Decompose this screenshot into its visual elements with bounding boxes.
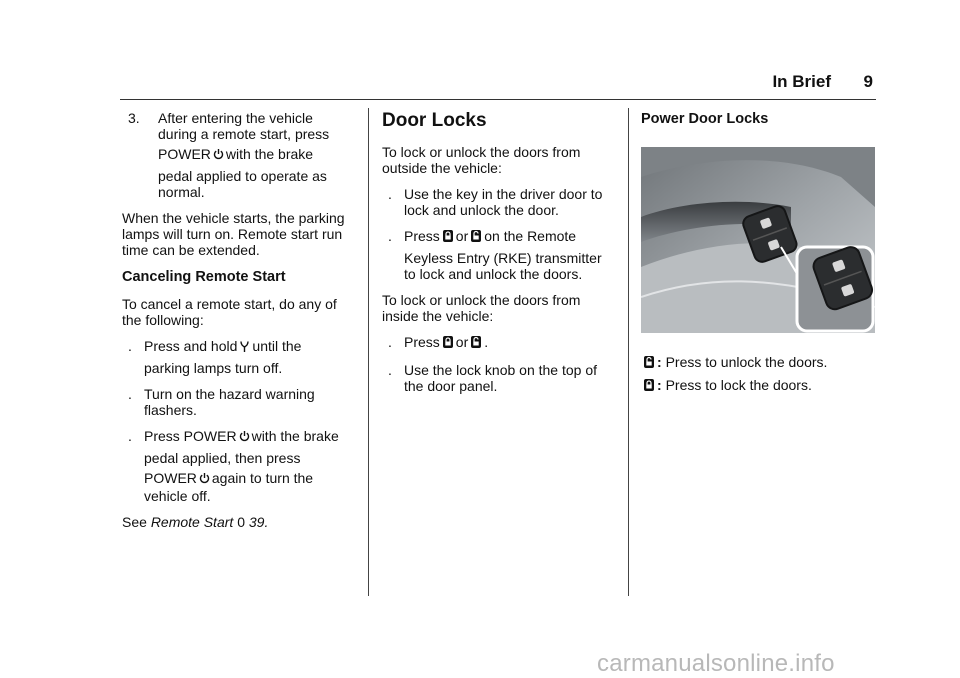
bullet-line: [404, 228, 618, 246]
see-reference: [122, 514, 358, 530]
power-icon: [239, 430, 250, 446]
bullet-line: [144, 428, 358, 446]
bullet-rke: [382, 228, 618, 282]
bullet-hazard: [122, 386, 358, 418]
unlock-icon: [470, 229, 482, 246]
bullet-text: Press: [404, 334, 440, 350]
bullet-press-power: [122, 428, 358, 504]
lock-icon: [643, 378, 655, 395]
step-line: After entering the vehicle: [158, 110, 313, 126]
bullet-dot: .: [388, 228, 392, 244]
step-line: pedal applied to operate as: [158, 168, 327, 184]
step-line: during a remote start, press: [158, 126, 330, 142]
step-3: [128, 110, 358, 200]
header-rule: [120, 99, 876, 100]
legend-text: Press to unlock the doors.: [665, 354, 828, 370]
bullet-text: Press and hold: [144, 338, 238, 354]
bullet-text: until the: [252, 338, 302, 354]
power-label: POWER: [158, 146, 211, 162]
page-ref-symbol: 0: [237, 514, 245, 530]
page-number: 9: [863, 72, 873, 91]
bullet-text: Turn on the hazard warning flashers.: [144, 386, 315, 418]
unlock-icon: [643, 355, 655, 372]
bullet-text: Press POWER: [144, 428, 237, 444]
step-line: [158, 146, 358, 164]
bullet-text: POWER: [144, 470, 197, 486]
see-link[interactable]: Remote Start: [150, 514, 234, 530]
bullet-press-hold: [122, 338, 358, 376]
legend-lock: [641, 377, 812, 395]
see-page[interactable]: 39.: [248, 514, 269, 530]
power-icon: [199, 472, 210, 488]
unlock-icon: [470, 335, 482, 352]
see-label: See: [122, 514, 147, 530]
bullet-line: Keyless Entry (RKE) transmitter: [404, 250, 602, 266]
watermark: carmanualsonline.info: [597, 650, 835, 677]
bullet-text: Use the lock knob on the top of the door panel.: [404, 362, 598, 394]
bullet-lock-knob: [382, 362, 618, 394]
bullet-line: [404, 334, 618, 352]
section-title: In Brief: [772, 72, 831, 91]
bullet-key: [382, 186, 618, 218]
bullet-line: to lock and unlock the doors.: [404, 266, 583, 282]
bullet-line: pedal applied, then press: [144, 450, 301, 466]
paragraph-inside: To lock or unlock the doors from inside the vehicle:: [382, 292, 581, 324]
bullet-dot: .: [128, 338, 132, 354]
bullet-press-lock: [382, 334, 618, 352]
bullet-text: on the Remote: [484, 228, 577, 244]
power-icon: [213, 148, 224, 164]
bullet-text: or: [455, 228, 469, 244]
bullet-dot: .: [388, 186, 392, 202]
bullet-text: again to turn the: [211, 470, 314, 486]
step-line: normal.: [158, 184, 205, 200]
column-3: [641, 110, 875, 138]
legend-separator: :: [657, 377, 662, 393]
heading-door-locks: Door Locks: [382, 110, 487, 131]
lock-icon: [442, 335, 454, 352]
legend-separator: :: [657, 354, 662, 370]
bullet-dot: .: [388, 362, 392, 378]
column-divider-2: [628, 108, 629, 596]
bullet-text: or: [455, 334, 469, 350]
column-1: [122, 110, 358, 540]
remote-start-icon: [239, 340, 250, 356]
bullet-text: Press: [404, 228, 440, 244]
bullet-text: .: [484, 334, 489, 350]
bullet-text: with the brake: [251, 428, 339, 444]
paragraph-outside: To lock or unlock the doors from outside the vehicle:: [382, 144, 581, 176]
bullet-dot: .: [128, 386, 132, 402]
column-divider-1: [368, 108, 369, 596]
legend-unlock: [641, 354, 827, 372]
bullet-line: [144, 338, 358, 356]
heading-power-door-locks: Power Door Locks: [641, 111, 769, 127]
bullet-dot: .: [388, 334, 392, 350]
step-text: with the brake: [225, 146, 314, 162]
heading-canceling-remote-start: Canceling Remote Start: [122, 269, 286, 285]
bullet-line: [144, 470, 358, 488]
bullet-line: vehicle off.: [144, 488, 211, 504]
step-number: 3.: [128, 110, 140, 126]
bullet-dot: .: [128, 428, 132, 444]
bullet-line: parking lamps turn off.: [144, 360, 283, 376]
column-2: [382, 110, 618, 404]
page-header: [120, 72, 875, 98]
lock-icon: [442, 229, 454, 246]
paragraph-parking-lamps: When the vehicle starts, the parking lamps will turn on. Remote start run time can be extended.: [122, 210, 345, 258]
door-lock-switch-photo: [641, 147, 875, 333]
bullet-text: Use the key in the driver door to lock and unlock the door.: [404, 186, 603, 218]
legend-text: Press to lock the doors.: [665, 377, 812, 393]
paragraph-cancel-intro: To cancel a remote start, do any of the following:: [122, 296, 337, 328]
